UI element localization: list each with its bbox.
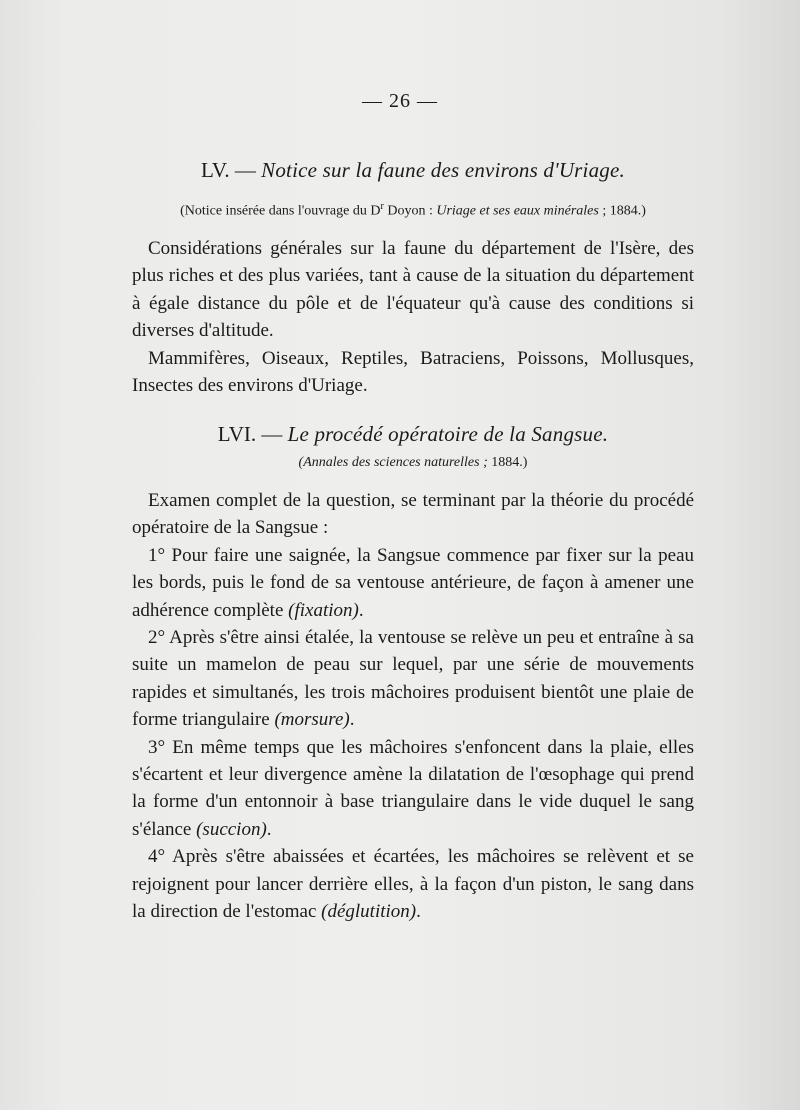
paragraph-intro: Examen complet de la question, se terminant par la théorie du procédé opératoire de la Sangsue : <box>132 490 694 539</box>
step-paragraph: 3° En même temps que les mâchoires s'enfoncent dans la plaie, elles s'écartent et leur divergence amène la dilatation de l'œsophage qui prend la forme d'un entonnoir à base triangulaire dans le vide duquel le sang s'élance (succion). <box>132 736 694 840</box>
section-lvi-heading: Le procédé opératoire de la Sangsue. <box>287 422 609 446</box>
section-lv-body <box>132 235 694 399</box>
section-lv-source: (Notice insérée dans l'ouvrage du $D^r$ Doyon : Uriage et ses eaux minérales ; 1884.) <box>180 201 646 219</box>
section-lvi-title <box>132 422 694 447</box>
step-term: (morsure) <box>274 709 350 731</box>
step-term: (fixation) <box>288 599 359 621</box>
section-lvi-dash: — <box>261 422 283 446</box>
step-paragraph: 4° Après s'être abaissées et écartées, les mâchoires se relèvent et se rejoignent pour lancer derrière elles, à la façon d'un piston, le sang dans la direction de l'estomac (déglutition). <box>132 846 694 923</box>
paragraph: Considérations générales sur la faune du département de l'Isère, des plus riches et des plus variées, tant à cause de la situation du département à égale distance du pôle et de l'équateur qu'à cause des conditions si diverses d'altitude. <box>132 238 694 342</box>
section-lv-title <box>132 158 694 183</box>
section-lv-number: LV. <box>201 158 230 182</box>
section-lvi-source: (Annales des sciences naturelles ; 1884.) <box>298 455 528 470</box>
paragraph: Mammifères, Oiseaux, Reptiles, Batraciens, Poissons, Mollusques, Insectes des environs d'Uriage. <box>132 347 694 397</box>
section-lv-dash: — <box>234 158 256 182</box>
source-journal: (Annales des sciences naturelles ; <box>298 455 488 470</box>
step-paragraph: 2° Après s'être ainsi étalée, la ventouse se relève un peu et entraîne à sa suite un mamelon de peau sur lequel, par une série de mouvements rapides et simultanés, les trois mâchoires produisent bientôt une plaie de forme triangulaire (morsure). <box>132 627 694 731</box>
section-lvi-body <box>132 487 694 926</box>
step-term: (déglutition) <box>321 901 417 923</box>
section-lvi-number: LVI. <box>217 422 257 446</box>
step-term: (succion) <box>196 818 267 840</box>
section-lv-heading: Notice sur la faune des environs d'Uriage. <box>261 158 625 182</box>
source-book-title: Uriage et ses eaux minérales <box>436 203 599 219</box>
page-number: — 26 — <box>362 90 438 112</box>
step-paragraph: 1° Pour faire une saignée, la Sangsue commence par fixer sur la peau les bords, puis le fond de sa ventouse antérieure, de façon à amener une adhérence complète (fixation). <box>132 544 694 621</box>
